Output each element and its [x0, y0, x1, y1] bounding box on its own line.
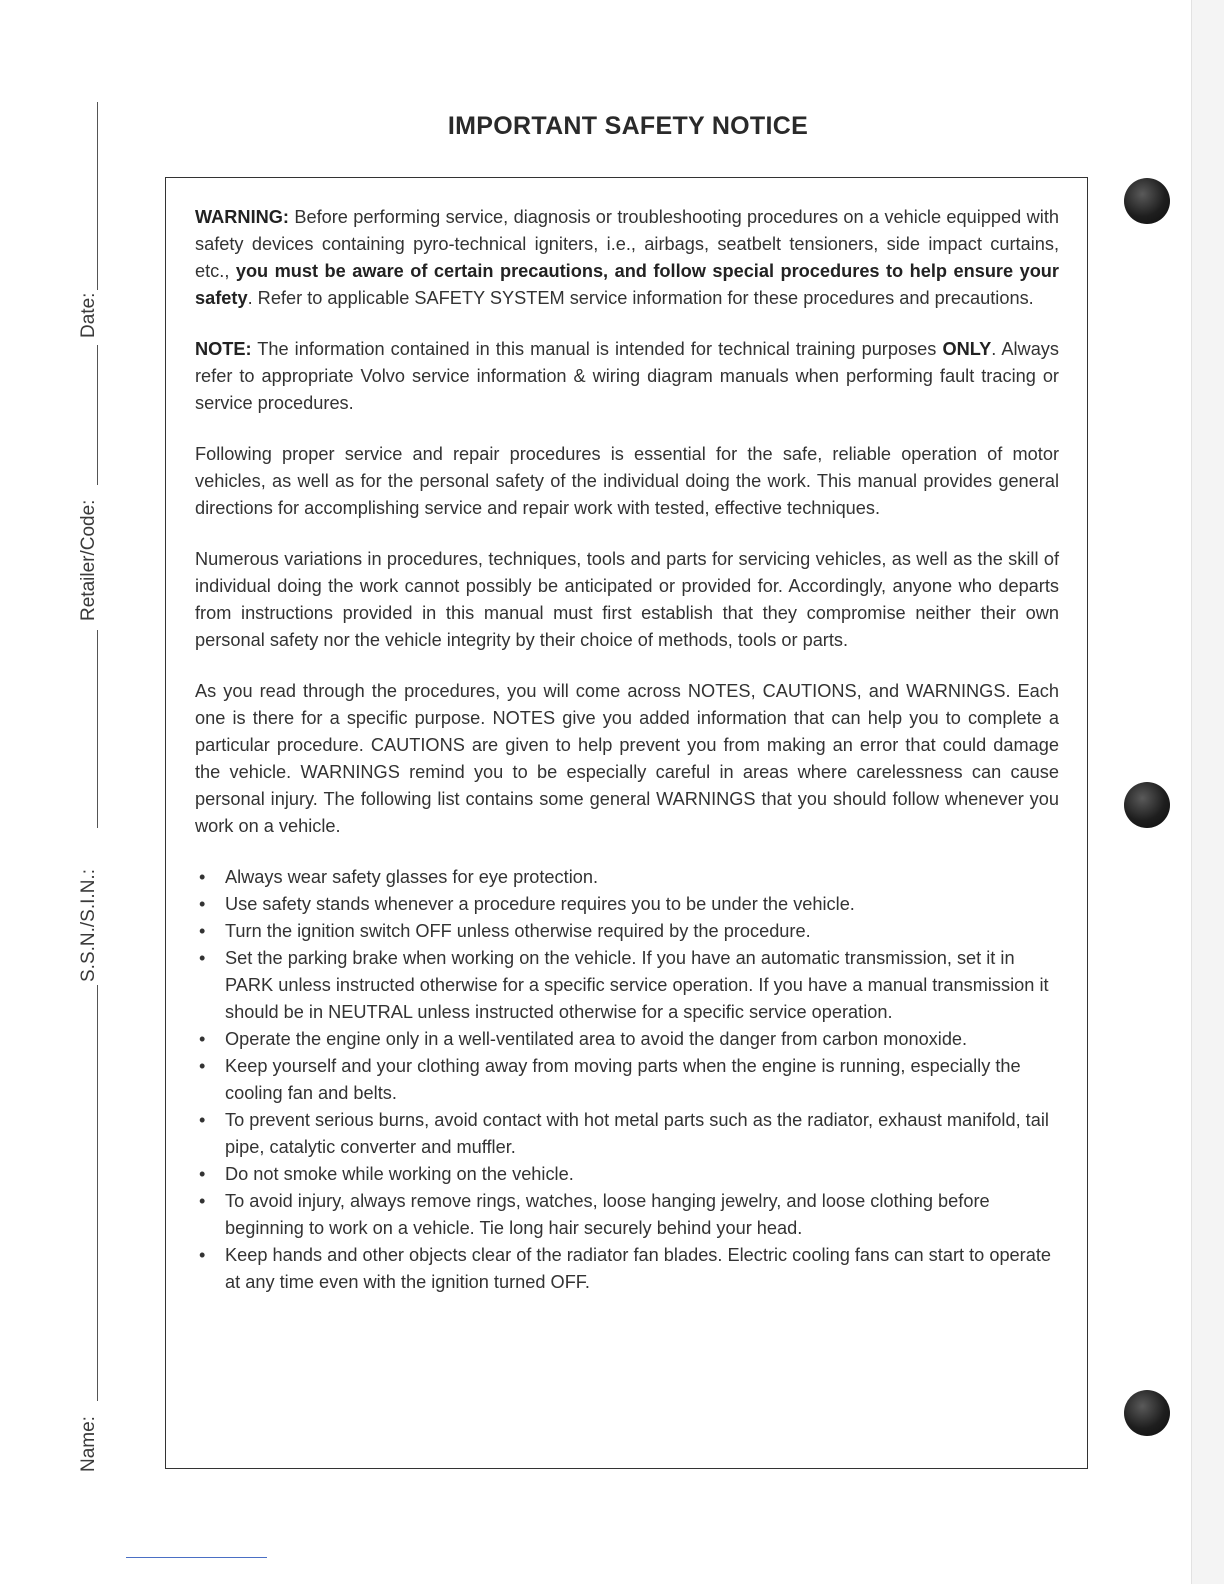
- list-item: • Operate the engine only in a well-ventilated area to avoid the danger from carbon monoxide.: [195, 1026, 1059, 1053]
- warning-paragraph: WARNING: Before performing service, diagnosis or troubleshooting procedures on a vehicle equipped with safety devices containing pyro-technical igniters, i.e., airbags, seatbelt tensioners, side impact curtains, etc., you must be aware of certain precautions, and follow special procedures to help ensure your safety. Refer to applicable SAFETY SYSTEM service information for these procedures and precautions.: [195, 207, 1059, 308]
- note-emphasis: ONLY: [942, 339, 992, 359]
- date-label: Date:: [78, 292, 99, 338]
- note-label: NOTE:: [195, 339, 252, 359]
- list-item: • Keep yourself and your clothing away from moving parts when the engine is running, especially the cooling fan and belts.: [195, 1053, 1059, 1107]
- page-edge: [1191, 0, 1224, 1584]
- warnings-list: [195, 864, 1059, 1296]
- name-label: Name:: [78, 1416, 99, 1472]
- warning-emphasis: you must be aware of certain precautions, and follow special procedures to help ensure your safety: [195, 261, 1059, 308]
- page-title: IMPORTANT SAFETY NOTICE: [447, 112, 809, 140]
- retailer-label: Retailer/Code:: [78, 499, 99, 621]
- list-item: • Do not smoke while working on the vehicle.: [195, 1161, 1059, 1188]
- list-item: • Use safety stands whenever a procedure requires you to be under the vehicle.: [195, 891, 1059, 918]
- paragraph: Following proper service and repair procedures is essential for the safe, reliable operation of motor vehicles, as well as for the personal safety of the individual doing the work. This manual provides general directions for accomplishing service and repair work with tested, effective techniques.: [195, 444, 1059, 518]
- warning-label: WARNING:: [195, 207, 289, 227]
- notice-content: [195, 204, 1059, 1296]
- ssn-field-line[interactable]: [97, 630, 98, 828]
- punch-hole-middle: [1124, 782, 1170, 828]
- name-field-line[interactable]: [97, 985, 98, 1401]
- footer-rule: [126, 1557, 267, 1558]
- paragraph: As you read through the procedures, you will come across NOTES, CAUTIONS, and WARNINGS. Each one is there for a specific purpose. NOTES give you added information that can help you to complete a particular procedure. CAUTIONS are given to help prevent you from making an error that could damage the vehicle. WARNINGS remind you to be especially careful in areas where carelessness can cause personal injury. The following list contains some general WARNINGS that you should follow whenever you work on a vehicle.: [195, 681, 1059, 836]
- list-item: • To avoid injury, always remove rings, watches, loose hanging jewelry, and loose clothing before beginning to work on a vehicle. Tie long hair securely behind your head.: [195, 1188, 1059, 1242]
- punch-hole-bottom: [1124, 1390, 1170, 1436]
- paragraph: Numerous variations in procedures, techniques, tools and parts for servicing vehicles, as well as the skill of individual doing the work cannot possibly be anticipated or provided for. Accordingly, anyone who departs from instructions provided in this manual must first establish that they compromise neither their own personal safety nor the vehicle integrity by their choice of methods, tools or parts.: [195, 549, 1059, 650]
- note-paragraph: NOTE: The information contained in this manual is intended for technical training purposes ONLY. Always refer to appropriate Volvo service information & wiring diagram manuals when performing fault tracing or service procedures.: [195, 339, 1059, 413]
- list-item: • Set the parking brake when working on the vehicle. If you have an automatic transmission, set it in PARK unless instructed otherwise for a specific service operation. If you have a manual transmission it should be in NEUTRAL unless instructed otherwise for a specific service operation.: [195, 945, 1059, 1026]
- retailer-field-line[interactable]: [97, 345, 98, 485]
- list-item: • To prevent serious burns, avoid contact with hot metal parts such as the radiator, exhaust manifold, tail pipe, catalytic converter and muffler.: [195, 1107, 1059, 1161]
- list-item: • Turn the ignition switch OFF unless otherwise required by the procedure.: [195, 918, 1059, 945]
- list-item: • Keep hands and other objects clear of the radiator fan blades. Electric cooling fans can start to operate at any time even with the ignition turned OFF.: [195, 1242, 1059, 1296]
- ssn-label: S.S.N./S.I.N.:: [78, 869, 99, 982]
- list-item: • Always wear safety glasses for eye protection.: [195, 864, 1059, 891]
- punch-hole-top: [1124, 178, 1170, 224]
